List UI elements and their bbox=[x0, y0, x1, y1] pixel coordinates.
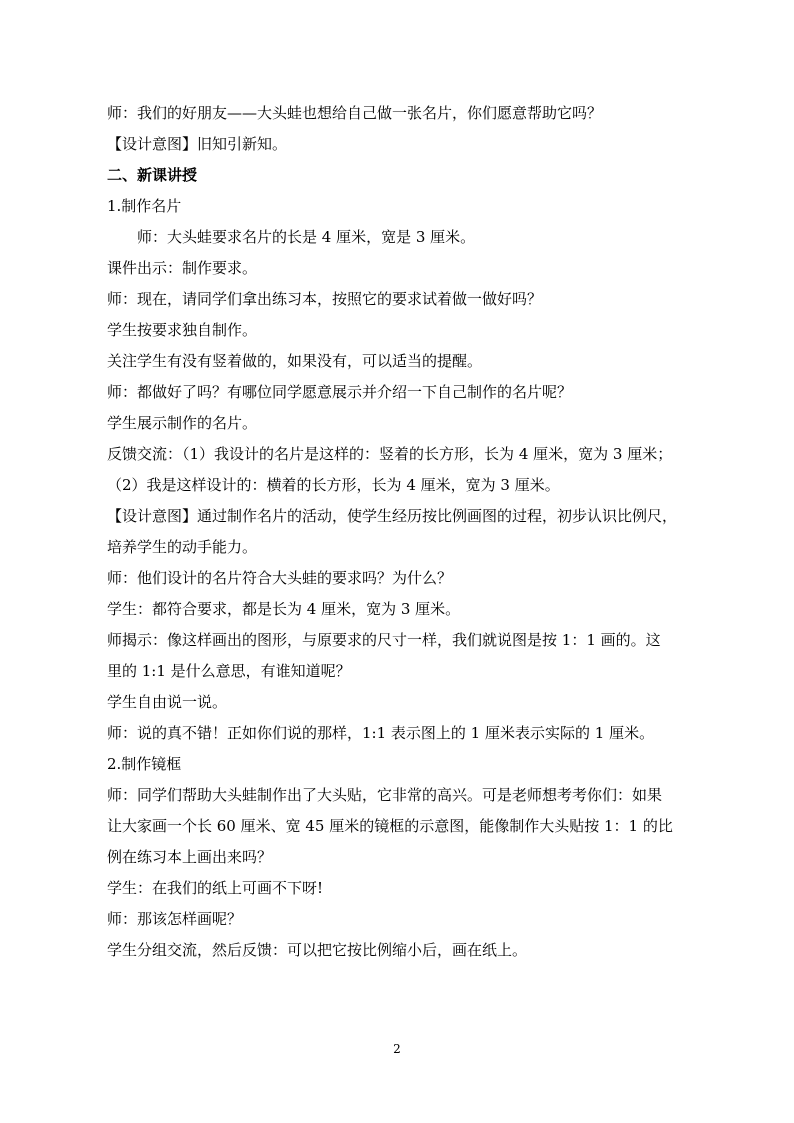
text-line: （2）我是这样设计的：横着的长方形，长为 4 厘米，宽为 3 厘米。 bbox=[107, 476, 560, 494]
text-line: 学生按要求独自制作。 bbox=[107, 321, 258, 339]
section-heading: 二、新课讲授 bbox=[107, 166, 198, 184]
subsection-heading: 2.制作镜框 bbox=[107, 755, 182, 773]
text-line: 师：我们的好朋友——大头蛙也想给自己做一张名片，你们愿意帮助它吗？ bbox=[107, 104, 603, 122]
text-line: 学生分组交流，然后反馈：可以把它按比例缩小后，画在纸上。 bbox=[107, 941, 528, 959]
text-line: 师：他们设计的名片符合大头蛙的要求吗？为什么？ bbox=[107, 569, 453, 587]
subsection-heading: 1.制作名片 bbox=[107, 197, 182, 215]
text-line: 师揭示：像这样画出的图形，与原要求的尺寸一样，我们就说图是按 1：1 画的。这 bbox=[107, 631, 661, 649]
text-line: 里的 1:1 是什么意思，有谁知道呢？ bbox=[107, 662, 351, 680]
page-number: 2 bbox=[393, 1042, 401, 1056]
document-body bbox=[107, 98, 699, 966]
text-line: 师：那该怎样画呢？ bbox=[107, 910, 243, 928]
text-line: 师：大头蛙要求名片的长是 4 厘米，宽是 3 厘米。 bbox=[137, 228, 476, 246]
text-line: 培养学生的动手能力。 bbox=[107, 538, 258, 556]
text-line: 师：说的真不错！正如你们说的那样，1:1 表示图上的 1 厘米表示实际的 1 厘米。 bbox=[107, 724, 655, 742]
text-line: 师：现在，请同学们拿出练习本，按照它的要求试着做一做好吗？ bbox=[107, 290, 543, 308]
text-line: 关注学生有没有竖着做的，如果没有，可以适当的提醒。 bbox=[107, 352, 483, 370]
text-line: 学生自由说一说。 bbox=[107, 693, 228, 711]
text-line: 让大家画一个长 60 厘米、宽 45 厘米的镜框的示意图，能像制作大头贴按 1：1 的比 bbox=[107, 817, 673, 835]
design-intent-note: 【设计意图】通过制作名片的活动，使学生经历按比例画图的过程，初步认识比例尺， bbox=[107, 507, 678, 525]
design-intent-note: 【设计意图】旧知引新知。 bbox=[107, 135, 288, 153]
text-line: 课件出示：制作要求。 bbox=[107, 259, 258, 277]
text-line: 学生展示制作的名片。 bbox=[107, 414, 258, 432]
text-line: 学生：在我们的纸上可画不下呀! bbox=[107, 879, 324, 897]
text-line: 师：同学们帮助大头蛙制作出了大头贴，它非常的高兴。可是老师想考考你们：如果 bbox=[107, 786, 663, 804]
text-line: 师：都做好了吗？有哪位同学愿意展示并介绍一下自己制作的名片呢？ bbox=[107, 383, 573, 401]
text-line: 例在练习本上画出来吗？ bbox=[107, 848, 273, 866]
text-line: 学生：都符合要求，都是长为 4 厘米，宽为 3 厘米。 bbox=[107, 600, 461, 618]
text-line: 反馈交流：（1）我设计的名片是这样的：竖着的长方形，长为 4 厘米，宽为 3 厘米； bbox=[107, 445, 673, 463]
